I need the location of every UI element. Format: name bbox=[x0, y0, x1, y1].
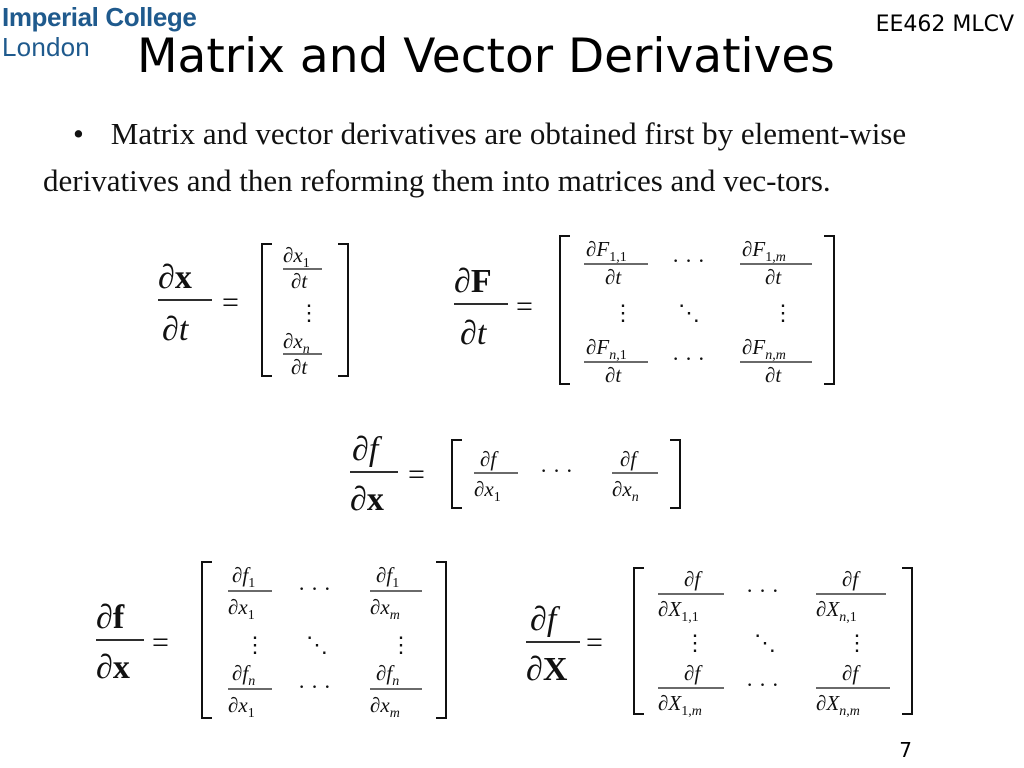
svg-text:∂x1: $\partial x_1$ bbox=[283, 243, 310, 271]
svg-text:· · ·: · · · bbox=[746, 672, 779, 697]
svg-text:⋮: ⋮ bbox=[684, 630, 706, 655]
svg-text:∂f: ∂f bbox=[842, 661, 859, 685]
course-code: EE462 MLCV bbox=[875, 12, 1014, 37]
svg-text:∂f: ∂f bbox=[480, 447, 497, 471]
logo-line-2: London bbox=[2, 32, 90, 62]
svg-text:∂f: ∂f bbox=[352, 431, 379, 468]
svg-text:⋮: ⋮ bbox=[612, 300, 634, 325]
svg-text:· · ·: · · · bbox=[298, 674, 331, 699]
equation-df-dx-row bbox=[346, 426, 696, 518]
svg-text:∂Fn,1: $\partial F_{n,1}$ bbox=[586, 335, 627, 363]
svg-text:∂xm: $\partial x_m$ bbox=[370, 693, 400, 721]
svg-text:∂xm: $\partial x_m$ bbox=[370, 595, 400, 623]
bullet-paragraph bbox=[43, 110, 988, 204]
svg-text:· · ·: · · · bbox=[672, 346, 705, 371]
svg-text:=: = bbox=[586, 626, 603, 659]
svg-text:· · ·: · · · bbox=[298, 576, 331, 601]
svg-text:∂t: ∂t bbox=[291, 355, 308, 379]
svg-text:∂Xn,m: $\partial X_{n,m}$ bbox=[816, 691, 860, 719]
svg-text:∂t: ∂t bbox=[291, 269, 308, 293]
svg-text:=: = bbox=[222, 286, 239, 319]
svg-text:∂x: ∂x bbox=[158, 259, 192, 296]
svg-text:=: = bbox=[516, 290, 533, 323]
svg-text:∂X: ∂X bbox=[526, 651, 568, 688]
svg-text:∂t: ∂t bbox=[605, 265, 622, 289]
svg-text:∂Xn,1: $\partial X_{n,1}$ bbox=[816, 597, 857, 625]
svg-text:∂f1: $\partial f_1$ bbox=[376, 563, 400, 591]
equation-dx-dt bbox=[150, 236, 370, 386]
svg-text:∂t: ∂t bbox=[605, 363, 622, 387]
equation-dF-dt bbox=[452, 228, 852, 390]
logo-line-1: Imperial College bbox=[2, 2, 197, 32]
svg-text:∂x1: $\partial x_1$ bbox=[228, 595, 255, 623]
equation-df-dX-matrix bbox=[524, 560, 924, 720]
page-number: 7 bbox=[899, 738, 912, 762]
svg-text:∂t: ∂t bbox=[765, 265, 782, 289]
svg-text:=: = bbox=[152, 626, 169, 659]
svg-text:⋱: ⋱ bbox=[754, 630, 776, 655]
svg-text:⋮: ⋮ bbox=[298, 300, 320, 325]
svg-text:∂xn: $\partial x_n$ bbox=[283, 329, 310, 357]
svg-text:⋱: ⋱ bbox=[678, 300, 700, 325]
svg-text:· · ·: · · · bbox=[746, 578, 779, 603]
slide-title: Matrix and Vector Derivatives bbox=[137, 29, 835, 84]
svg-text:∂xn: $\partial x_n$ bbox=[612, 477, 639, 505]
svg-text:∂F: ∂F bbox=[454, 263, 492, 300]
svg-text:∂f: ∂f bbox=[530, 601, 557, 638]
svg-text:∂f: ∂f bbox=[620, 447, 637, 471]
svg-text:∂f1: $\partial f_1$ bbox=[232, 563, 256, 591]
svg-text:∂x: ∂x bbox=[350, 481, 384, 518]
svg-text:∂t: ∂t bbox=[765, 363, 782, 387]
svg-text:∂F1,m: $\partial F_{1,m}$ bbox=[742, 237, 786, 265]
svg-text:⋱: ⋱ bbox=[306, 632, 328, 657]
equation-jacobian bbox=[92, 554, 462, 724]
svg-text:=: = bbox=[408, 458, 425, 491]
bullet-text: Matrix and vector derivatives are obtained first by element-wise derivatives and then reforming them into matrices and vec-tors. bbox=[43, 116, 907, 198]
svg-text:∂f: ∂f bbox=[96, 599, 125, 636]
svg-text:∂f: ∂f bbox=[684, 661, 701, 685]
bullet-dot: • bbox=[73, 116, 84, 151]
svg-text:∂f: ∂f bbox=[842, 567, 859, 591]
svg-text:∂X1,m: $\partial X_{1,m}$ bbox=[658, 691, 702, 719]
svg-text:· · ·: · · · bbox=[540, 458, 573, 483]
svg-text:∂t: ∂t bbox=[460, 315, 487, 352]
svg-text:⋮: ⋮ bbox=[244, 632, 266, 657]
svg-text:· · ·: · · · bbox=[672, 248, 705, 273]
svg-text:∂Fn,m: $\partial F_{n,m}$ bbox=[742, 335, 786, 363]
svg-text:⋮: ⋮ bbox=[772, 300, 794, 325]
svg-text:∂F1,1: $\partial F_{1,1}$ bbox=[586, 237, 627, 265]
svg-text:∂x1: $\partial x_1$ bbox=[474, 477, 501, 505]
svg-text:∂f: ∂f bbox=[684, 567, 701, 591]
svg-text:∂X1,1: $\partial X_{1,1}$ bbox=[658, 597, 699, 625]
svg-text:⋮: ⋮ bbox=[390, 632, 412, 657]
svg-text:∂t: ∂t bbox=[162, 311, 189, 348]
svg-text:∂fn: $\partial f_n$ bbox=[376, 661, 400, 689]
svg-text:∂x1: $\partial x_1$ bbox=[228, 693, 255, 721]
svg-text:⋮: ⋮ bbox=[846, 630, 868, 655]
svg-text:∂fn: $\partial f_n$ bbox=[232, 661, 256, 689]
svg-text:∂x: ∂x bbox=[96, 649, 130, 686]
